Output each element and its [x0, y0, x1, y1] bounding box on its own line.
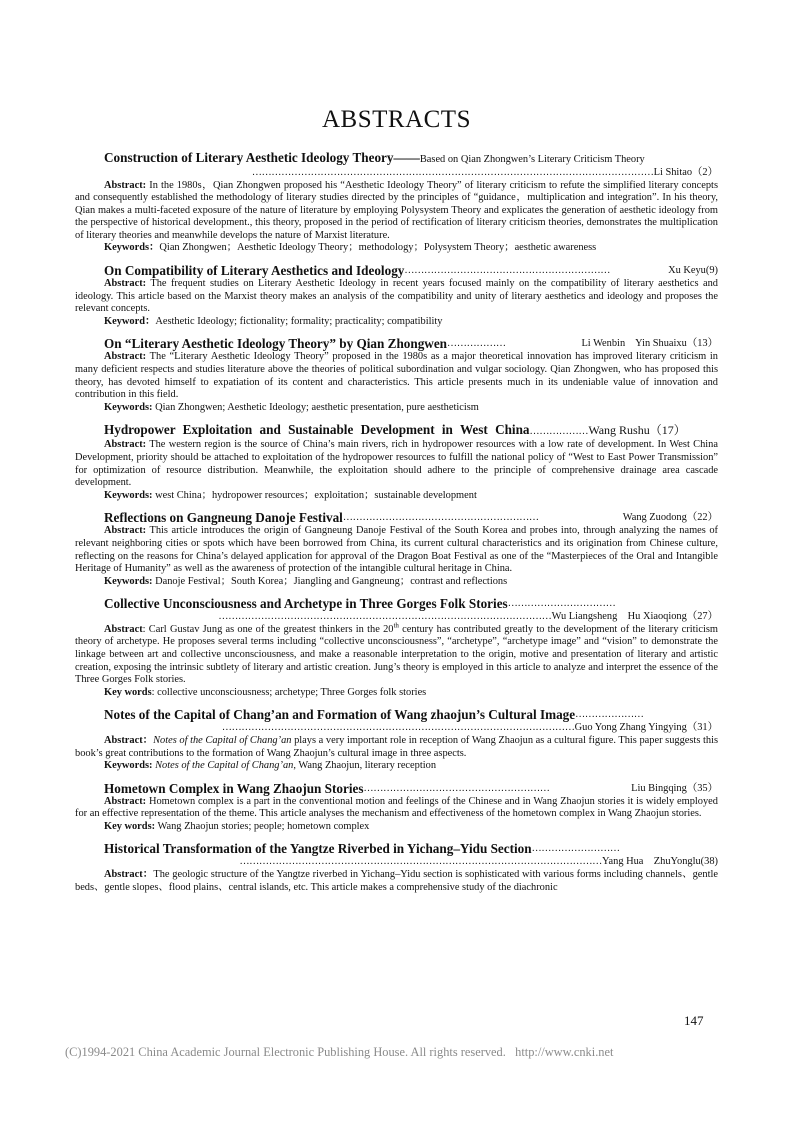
entry-title: Construction of Literary Aesthetic Ideology Theory—— — [104, 150, 420, 165]
leader-dots: …………………………… — [507, 598, 616, 610]
entry-abstract: Abstract: Carl Gustav Jung as one of the greatest thinkers in the 20th century has contributed greatly to the development of the literary criticism theory of archetype. He proposes several terms including “collective unconsciousness”, “archetype”, “archetype image” and “vision” to demonstrate the linkage between art and collective unconsciousness, and make a reasonable interpretation to the origin, motive and presentation of literary and artistic creation, exposing the intrinsic subtlety of literary and artistic creation. Jung’s theory is employed in this article to analyze and interpret the essence of the Three Gorges Folk stories. — [75, 621, 718, 686]
leader-dots: ……………………………………………………………………………………………… — [221, 722, 575, 734]
entry-abstract: Abstract: The “Literary Aesthetic Ideology Theory” proposed in the 1980s as a major theoretical innovation has improved literary criticism in many deficient respects and studies literature above the theories of political subordination and vulgar sociology. Qian Zhongwen, who has proposed this theory, has devoted himself to expatiation of its content and characteristics. This article presents much in its undeniable value of innovation and contribution in this field. — [75, 351, 718, 401]
entry-title: Historical Transformation of the Yangtze Riverbed in Yichang–Yidu Section — [104, 841, 532, 857]
leader-dots: ……………………… — [531, 843, 620, 855]
page-title: ABSTRACTS — [322, 106, 471, 133]
footer-url[interactable]: http://www.cnki.net — [515, 1045, 614, 1059]
entry-authors: Wang Rushu（17） — [588, 423, 686, 438]
entry-author-line — [75, 167, 718, 180]
entry-heading — [75, 510, 718, 525]
entry-heading — [75, 422, 718, 439]
abstract-entry — [75, 422, 718, 502]
abstract-entry — [75, 263, 718, 328]
entry-author-line — [75, 856, 718, 869]
entry-title: Hydropower Exploitation and Sustainable Development in West China — [104, 422, 530, 438]
entry-abstract: Abstract：Notes of the Capital of Chang’an plays a very important role in reception of Wang Zhaojun as a cultural figure. This paper suggests this book’s great contributions to the formation of Wang Zhaojun’s cultural image in three aspects. — [75, 734, 718, 759]
entry-author-line — [75, 722, 718, 735]
entry-authors: Xu Keyu(9) — [668, 265, 718, 277]
leader-dots: ………………… — [575, 709, 644, 721]
entry-keywords: Keywords: Qian Zhongwen; Aesthetic Ideology; aesthetic presentation, pure aestheticism — [104, 401, 479, 413]
entry-keywords: Keywords: west China；hydropower resources；exploitation；sustainable development — [104, 489, 477, 501]
entry-title: Notes of the Capital of Chang’an and Formation of Wang zhaojun’s Cultural Image — [104, 707, 576, 723]
entry-authors: Li Shitao（2） — [653, 167, 718, 178]
abstract-entry — [75, 150, 718, 255]
entry-heading — [75, 150, 718, 167]
leader-dots: ……………… — [447, 338, 506, 350]
abstract-entry — [75, 781, 718, 834]
entry-authors: Wang Zuodong（22） — [622, 512, 718, 524]
leader-dots: ………………………………………………………………………………………………… — [239, 856, 603, 868]
entry-heading — [75, 781, 718, 796]
leader-dots: ………………………………………………………………………………………… — [218, 611, 552, 623]
abstract-entry — [75, 336, 718, 414]
entry-keywords: Keyword：Aesthetic Ideology; fictionality; formality; practicality; compatibility — [104, 315, 443, 327]
entry-keywords: Keywords：Qian Zhongwen；Aesthetic Ideology Theory；methodology；Polysystem Theory；aesthetic awareness — [104, 242, 597, 254]
leader-dots: …………………………………………………… — [342, 512, 539, 524]
entry-authors: Yang Hua ZhuYonglu(38) — [602, 856, 718, 868]
leader-dots: ……………………………………………………… — [404, 265, 611, 277]
entry-abstract: Abstract: The frequent studies on Literary Aesthetic Ideology in recent years focused mainly on the compatibility of literary aesthetics and ideology. This article based on the Marxist theory makes an analysis of the compatibility and unity of literary aesthetics and ideology and proposes the relevant concepts. — [75, 278, 718, 315]
entry-keywords: Keywords: Danoje Festival；South Korea；Jiangling and Gangneung；contrast and reflections — [104, 575, 508, 587]
entry-abstract: Abstract: Hometown complex is a part in the conventional motion and feelings of the Chinese and in Wang Zhaojun stories it is widely employed for an effective representation of the theme. This article analyses the mechanism and effectiveness of the hometown complex in Wang Zhaojun stories. — [75, 795, 718, 820]
entry-title: Reflections on Gangneung Danoje Festival — [104, 510, 343, 526]
entry-heading — [75, 707, 718, 722]
entry-authors: Wu Liangsheng Hu Xiaoqiong（27） — [551, 611, 718, 623]
entry-heading — [75, 263, 718, 278]
entry-keywords: Key words: collective unconsciousness; archetype; Three Gorges folk stories — [104, 686, 427, 698]
entry-abstract: Abstract: This article introduces the origin of Gangneung Danoje Festival of the South Korea and probes into, through analyzing the names of relevant neighboring cities or spots which have been borrowed from China, its current cultural characteristics and its origination from Chinese culture, reflecting on the reasons for China’s delayed application for approval of the Dragon Boat Festival as one of the “Masterpieces of the Oral and Intangible Heritage of Humanity” as well as the awareness of protection of the intangible cultural heritage in China. — [75, 525, 718, 575]
abstract-entry — [75, 707, 718, 772]
leader-dots: ……………… — [529, 426, 589, 438]
entry-abstract: Abstract: The western region is the source of China’s main rivers, rich in hydropower resources with a low rate of development. In West China Development, priority should be attached to exploitation of the hydropower resources to fulfill the national policy of “West to East Power Transmission” for optimization of resource distribution. Meanwhile, the exploitation should adhere to the principle of comprehensive drainage area cascade development. — [75, 439, 718, 489]
entry-authors: Guo Yong Zhang Yingying（31） — [574, 722, 718, 734]
entry-keywords: Keywords: Notes of the Capital of Chang’an, Wang Zhaojun, literary reception — [104, 760, 437, 772]
leader-dots: …………………………………………………………………………………………………………… — [251, 167, 654, 178]
entry-abstract: Abstract: In the 1980s，Qian Zhongwen proposed his “Aesthetic Ideology Theory” of literary criticism to refute the simplified literary concepts and consequently established the methodology of literary studies directed by the principles of “guidance，multiplication and integration”. In his theory, Qian makes a multi-faceted exposure of the nature of literature by employing Polysystem Theory and explicates the generation of aesthetic ideology from the perspective of historical development., this theory, proposed in the period of rectification of literary criticism theories, demonstrates the multiplication of literary theories and meanwhile develops the nature of Marxist literature. — [75, 179, 718, 241]
entry-title: Collective Unconsciousness and Archetype in Three Gorges Folk Stories — [104, 596, 508, 612]
footer-copyright: (C)1994-2021 China Academic Journal Electronic Publishing House. All rights reserved. — [65, 1045, 506, 1059]
entry-subtitle: Based on Qian Zhongwen’s Literary Criticism Theory — [419, 154, 645, 165]
footer — [65, 1045, 613, 1060]
entry-heading — [75, 596, 718, 611]
entry-heading — [75, 336, 718, 351]
entry-title: Hometown Complex in Wang Zhaojun Stories — [104, 780, 364, 796]
entry-authors: Li Wenbin Yin Shuaixu（13） — [581, 338, 718, 350]
entry-authors: Liu Bingqing（35） — [631, 782, 718, 794]
entry-keywords: Key words: Wang Zhaojun stories; people; hometown complex — [104, 820, 370, 832]
leader-dots: ………………………………………………… — [363, 782, 550, 794]
abstracts-list — [75, 150, 718, 894]
page-number: 147 — [684, 1013, 704, 1028]
entry-heading — [75, 841, 718, 856]
entry-abstract: Abstract：The geologic structure of the Yangtze riverbed in Yichang–Yidu section is sophisticated with various forms including channels、gentle beds、gentle slopes、flood plains、central islands, etc. This article makes a comprehensive study of the diachronic — [75, 868, 719, 893]
abstract-entry — [75, 841, 718, 894]
abstract-entry — [75, 510, 718, 588]
abstract-entry — [75, 596, 718, 699]
entry-title: On “Literary Aesthetic Ideology Theory” by Qian Zhongwen — [104, 336, 448, 352]
entry-title: On Compatibility of Literary Aesthetics and Ideology — [104, 263, 405, 279]
